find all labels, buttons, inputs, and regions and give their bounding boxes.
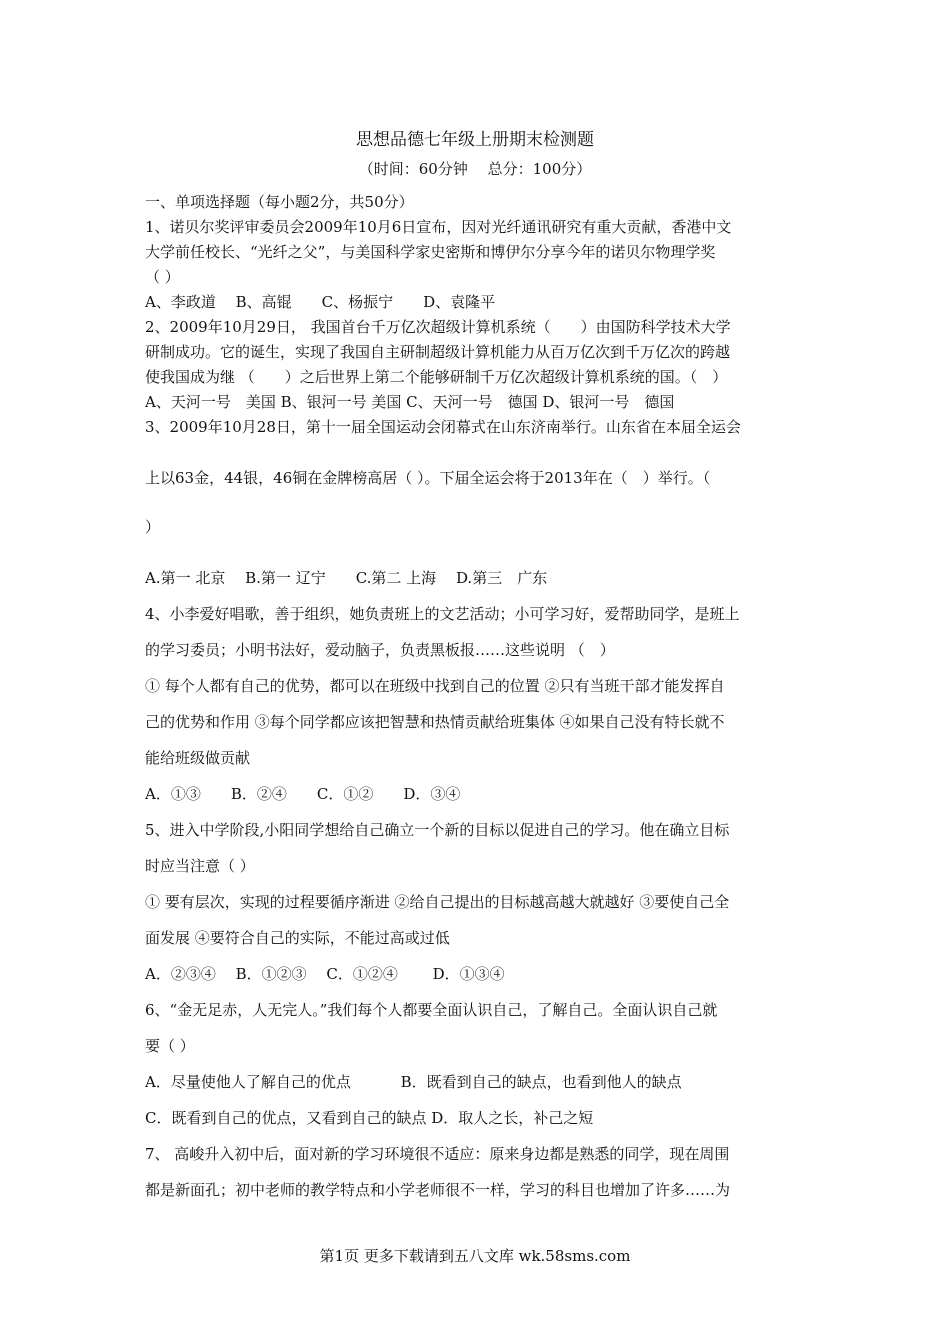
question-2-options: A、天河一号 美国 B、银河一号 美国 C、天河一号 德国 D、银河一号 德国 bbox=[145, 393, 675, 411]
question-2-line-3: 使我国成为继 （ ）之后世界上第二个能够研制千万亿次超级计算机系统的国。（ ） bbox=[145, 368, 728, 386]
question-4-statements-1: ① 每个人都有自己的优势，都可以在班级中找到自己的位置 ②只有当班干部才能发挥自 bbox=[145, 677, 725, 695]
spacer bbox=[145, 491, 810, 515]
question-5-line-2: 时应当注意（ ） bbox=[145, 857, 255, 875]
question-6-line-1: 6、“金无足赤，人无完人。”我们每个人都要全面认识自己，了解自己。全面认识自己就 bbox=[145, 1001, 718, 1019]
question-1-options: A、李政道 B、高锟 C、杨振宁 D、袁隆平 bbox=[145, 293, 496, 311]
question-3-line-3: ） bbox=[145, 518, 161, 536]
question-7-line-1: 7、 高峻升入初中后，面对新的学习环境很不适应：原来身边都是熟悉的同学，现在周围 bbox=[145, 1145, 730, 1163]
question-4-options: A．①③ B．②④ C．①② D．③④ bbox=[145, 785, 461, 803]
question-6-options-cd: C．既看到自己的优点，又看到自己的缺点 D．取人之长，补己之短 bbox=[145, 1109, 594, 1127]
document-body bbox=[145, 190, 810, 1208]
spacer bbox=[145, 540, 810, 560]
question-4-line-1: 4、小李爱好唱歌，善于组织，她负责班上的文艺活动；小可学习好，爱帮助同学，是班上 bbox=[145, 605, 740, 623]
question-3-options: A.第一 北京 B.第一 辽宁 C.第二 上海 D.第三 广东 bbox=[145, 569, 548, 587]
question-4-statements-2: 己的优势和作用 ③每个同学都应该把智慧和热情贡献给班集体 ④如果自己没有特长就不 bbox=[145, 713, 725, 731]
question-4-line-2: 的学习委员；小明书法好，爱动脑子，负责黑板报……这些说明 （ ） bbox=[145, 641, 615, 659]
question-1-line-3: （ ） bbox=[145, 268, 180, 286]
question-7-line-2: 都是新面孔；初中老师的教学特点和小学老师很不一样，学习的科目也增加了许多……为 bbox=[145, 1181, 731, 1199]
question-1-line-2: 大学前任校长、“光纤之父”，与美国科学家史密斯和博伊尔分享今年的诺贝尔物理学奖 bbox=[145, 243, 716, 261]
page-title: 思想品德七年级上册期末检测题 bbox=[356, 130, 594, 150]
question-5-statements-1: ① 要有层次，实现的过程要循序渐进 ②给自己提出的目标越高越大就越好 ③要使自己全 bbox=[145, 893, 730, 911]
question-5-line-1: 5、进入中学阶段,小阳同学想给自己确立一个新的目标以促进自己的学习。他在确立目标 bbox=[145, 821, 730, 839]
spacer bbox=[145, 440, 810, 466]
page-footer: 第1页 更多下载请到五八文库 wk.58sms.com bbox=[319, 1247, 631, 1265]
question-6-line-2: 要（ ） bbox=[145, 1037, 195, 1055]
question-5-options: A．②③④ B．①②③ C．①②④ D．①③④ bbox=[145, 965, 505, 983]
section-heading: 一、单项选择题（每小题2分，共50分） bbox=[145, 193, 414, 211]
question-3-line-2: 上以63金，44银，46铜在金牌榜高居（ ）。下届全运会将于2013年在（ ）举行。（ bbox=[145, 469, 711, 487]
question-6-options-ab: A．尽量使他人了解自己的优点 B．既看到自己的缺点，也看到他人的缺点 bbox=[145, 1073, 682, 1091]
question-4-statements-3: 能给班级做贡献 bbox=[145, 749, 251, 767]
question-1-line-1: 1、诺贝尔奖评审委员会2009年10月6日宣布，因对光纤通讯研究有重大贡献，香港中文 bbox=[145, 218, 732, 236]
question-2-line-2: 研制成功。它的诞生，实现了我国自主研制超级计算机能力从百万亿次到千万亿次的跨越 bbox=[145, 343, 731, 361]
question-3-line-1: 3、2009年10月28日，第十一届全国运动会闭幕式在山东济南举行。山东省在本届全运会 bbox=[145, 418, 741, 436]
question-5-statements-2: 面发展 ④要符合自己的实际，不能过高或过低 bbox=[145, 929, 450, 947]
question-2-line-1: 2、2009年10月29日， 我国首台千万亿次超级计算机系统（ ）由国防科学技术大学 bbox=[145, 318, 731, 336]
exam-info: （时间：60分钟 总分：100分） bbox=[358, 160, 592, 178]
